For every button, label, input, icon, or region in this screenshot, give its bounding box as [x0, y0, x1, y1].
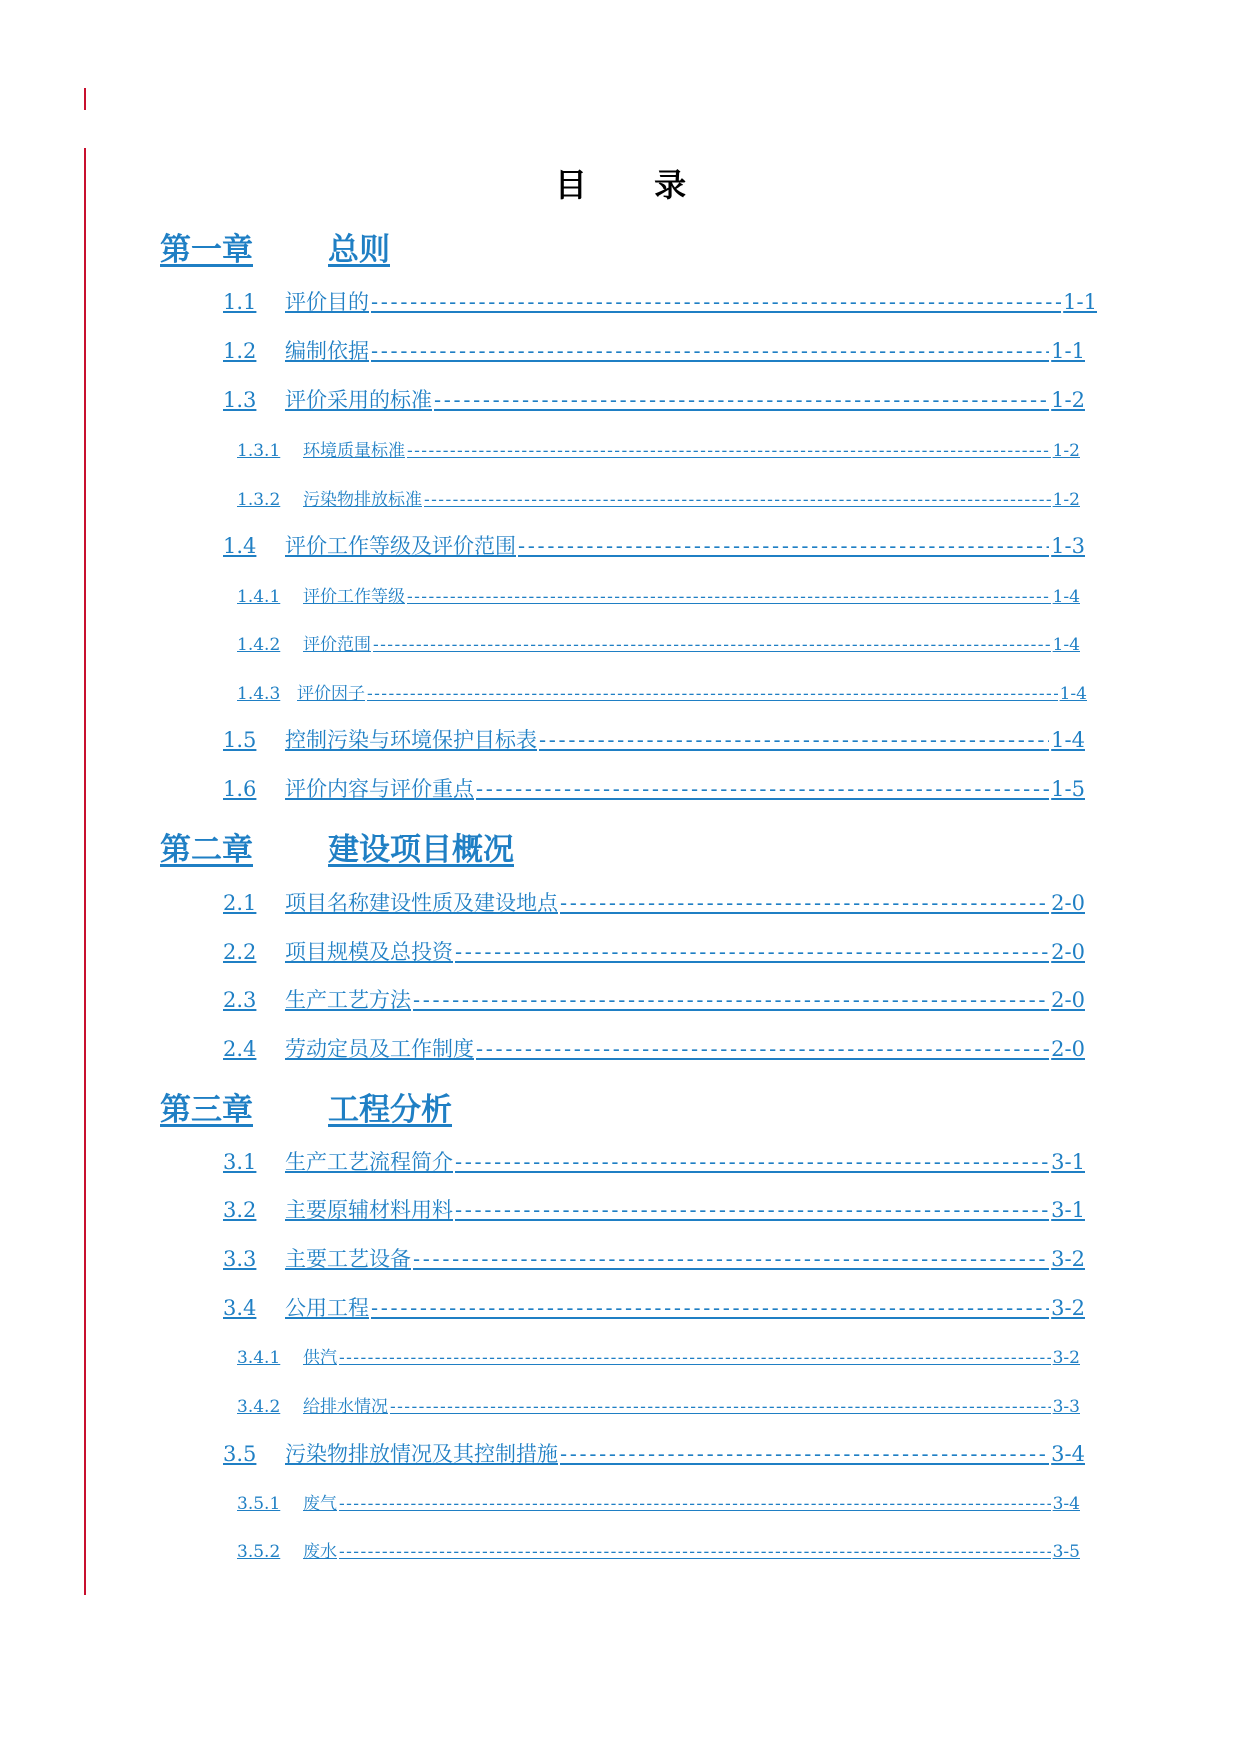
toc-entry-3-5-1[interactable] — [237, 1489, 1080, 1515]
toc-entry-2-2[interactable] — [223, 936, 1085, 966]
toc-entry-1-1[interactable] — [223, 286, 1097, 316]
dot-leader — [413, 988, 1049, 1012]
entry-number: 1.4.1 — [237, 587, 281, 607]
entry-text: 项目规模及总投资 — [285, 940, 453, 964]
entry-page: 1-1 — [1063, 290, 1097, 314]
entry-page: 3-2 — [1052, 1348, 1080, 1368]
toc-entry-1-2[interactable] — [223, 335, 1085, 365]
dot-leader — [434, 388, 1049, 412]
entry-text: 废气 — [303, 1494, 337, 1514]
chapter-2-heading[interactable] — [160, 824, 514, 868]
entry-number: 3.4.1 — [237, 1348, 281, 1368]
entry-page: 1-5 — [1051, 777, 1085, 801]
toc-entry-3-4[interactable] — [223, 1292, 1085, 1322]
entry-number: 3.4 — [223, 1296, 257, 1320]
chapter-1-heading[interactable] — [160, 224, 390, 268]
toc-entry-1-6[interactable] — [223, 773, 1085, 803]
entry-text: 污染物排放标准 — [303, 490, 422, 510]
entry-text: 评价目的 — [285, 290, 369, 314]
entry-text: 生产工艺流程简介 — [285, 1150, 453, 1174]
entry-page: 1-4 — [1052, 587, 1080, 607]
toc-entry-1-5[interactable] — [223, 724, 1085, 754]
dot-leader — [339, 1348, 1051, 1368]
toc-entry-3-4-2[interactable] — [237, 1392, 1080, 1418]
entry-text: 环境质量标准 — [303, 441, 405, 461]
dot-leader — [476, 1037, 1049, 1061]
entry-number: 1.6 — [223, 777, 257, 801]
entry-text: 主要原辅材料用料 — [285, 1198, 453, 1222]
dot-leader — [413, 1247, 1049, 1271]
dot-leader — [407, 587, 1051, 607]
entry-number: 1.5 — [223, 728, 257, 752]
entry-page: 2-0 — [1051, 988, 1085, 1012]
entry-text: 公用工程 — [285, 1296, 369, 1320]
entry-text: 生产工艺方法 — [285, 988, 411, 1012]
entry-page: 2-0 — [1051, 891, 1085, 915]
entry-number: 2.2 — [223, 940, 257, 964]
entry-page: 2-0 — [1051, 1037, 1085, 1061]
dot-leader — [560, 891, 1049, 915]
entry-page: 3-1 — [1051, 1198, 1085, 1222]
entry-page: 1-2 — [1052, 490, 1080, 510]
entry-text: 评价范围 — [303, 635, 371, 655]
entry-number: 3.5.1 — [237, 1494, 281, 1514]
toc-entry-1-3-1[interactable] — [237, 436, 1080, 462]
entry-page: 2-0 — [1051, 940, 1085, 964]
entry-page: 3-2 — [1051, 1296, 1085, 1320]
dot-leader — [407, 441, 1051, 461]
toc-entry-3-4-1[interactable] — [237, 1343, 1080, 1369]
toc-entry-1-4-1[interactable] — [237, 582, 1080, 608]
entry-text: 评价工作等级及评价范围 — [285, 534, 516, 558]
entry-text: 主要工艺设备 — [285, 1247, 411, 1271]
dot-leader — [373, 635, 1051, 655]
toc-title: 目 录 — [554, 166, 715, 204]
entry-page: 3-4 — [1052, 1494, 1080, 1514]
dot-leader — [371, 290, 1061, 314]
entry-number: 1.3.1 — [237, 441, 281, 461]
entry-page: 3-2 — [1051, 1247, 1085, 1271]
toc-entry-2-1[interactable] — [223, 887, 1085, 917]
entry-number: 2.1 — [223, 891, 257, 915]
toc-entry-3-2[interactable] — [223, 1194, 1085, 1224]
dot-leader — [455, 1198, 1049, 1222]
chapter-title: 建设项目概况 — [328, 832, 514, 868]
entry-number: 3.3 — [223, 1247, 257, 1271]
entry-text: 污染物排放情况及其控制措施 — [285, 1442, 558, 1466]
toc-entry-3-5[interactable] — [223, 1438, 1085, 1468]
toc-entry-3-1[interactable] — [223, 1146, 1085, 1176]
entry-text: 劳动定员及工作制度 — [285, 1037, 474, 1061]
entry-text: 编制依据 — [285, 339, 369, 363]
chapter-title: 工程分析 — [328, 1092, 452, 1128]
entry-text: 评价内容与评价重点 — [285, 777, 474, 801]
toc-entry-1-4[interactable] — [223, 530, 1085, 560]
toc-entry-1-3-2[interactable] — [237, 485, 1080, 511]
chapter-title: 总则 — [328, 232, 390, 268]
entry-text: 项目名称建设性质及建设地点 — [285, 891, 558, 915]
entry-page: 1-2 — [1051, 388, 1085, 412]
dot-leader — [539, 728, 1049, 752]
entry-number: 2.4 — [223, 1037, 257, 1061]
dot-leader — [371, 339, 1049, 363]
entry-text: 控制污染与环境保护目标表 — [285, 728, 537, 752]
toc-entry-2-3[interactable] — [223, 984, 1085, 1014]
entry-text: 供汽 — [303, 1348, 337, 1368]
entry-text: 评价因子 — [297, 684, 365, 704]
toc-entry-2-4[interactable] — [223, 1033, 1085, 1063]
entry-number: 1.1 — [223, 290, 257, 314]
entry-number: 3.1 — [223, 1150, 257, 1174]
entry-page: 1-2 — [1052, 441, 1080, 461]
entry-page: 3-5 — [1052, 1542, 1080, 1562]
entry-number: 1.4 — [223, 534, 257, 558]
toc-entry-3-3[interactable] — [223, 1243, 1085, 1273]
entry-page: 1-4 — [1051, 728, 1085, 752]
entry-text: 废水 — [303, 1542, 337, 1562]
entry-page: 1-4 — [1059, 684, 1087, 704]
dot-leader — [455, 1150, 1049, 1174]
entry-page: 1-4 — [1052, 635, 1080, 655]
toc-entry-1-3[interactable] — [223, 384, 1085, 414]
dot-leader — [560, 1442, 1049, 1466]
entry-text: 评价采用的标准 — [285, 388, 432, 412]
entry-text: 给排水情况 — [303, 1397, 388, 1417]
dot-leader — [518, 534, 1049, 558]
entry-page: 1-3 — [1051, 534, 1085, 558]
entry-number: 1.3.2 — [237, 490, 281, 510]
entry-text: 评价工作等级 — [303, 587, 405, 607]
chapter-number: 第一章 — [160, 232, 253, 268]
toc-entry-1-4-3[interactable] — [237, 679, 1087, 705]
dot-leader — [390, 1397, 1051, 1417]
toc-entry-1-4-2[interactable] — [237, 630, 1080, 656]
entry-page: 3-1 — [1051, 1150, 1085, 1174]
dot-leader — [424, 490, 1051, 510]
entry-number: 1.4.3 — [237, 684, 281, 704]
toc-entry-3-5-2[interactable] — [237, 1537, 1080, 1563]
margin-bar — [84, 148, 86, 1595]
dot-leader — [455, 940, 1049, 964]
entry-page: 3-3 — [1052, 1397, 1080, 1417]
chapter-3-heading[interactable] — [160, 1084, 452, 1128]
entry-number: 3.5.2 — [237, 1542, 281, 1562]
dot-leader — [371, 1296, 1049, 1320]
dot-leader — [476, 777, 1049, 801]
entry-number: 3.5 — [223, 1442, 257, 1466]
margin-bar-top — [84, 88, 86, 110]
entry-number: 1.4.2 — [237, 635, 281, 655]
entry-number: 3.4.2 — [237, 1397, 281, 1417]
entry-page: 1-1 — [1051, 339, 1085, 363]
entry-number: 1.2 — [223, 339, 257, 363]
entry-page: 3-4 — [1051, 1442, 1085, 1466]
chapter-number: 第三章 — [160, 1092, 253, 1128]
dot-leader — [339, 1494, 1051, 1514]
entry-number: 2.3 — [223, 988, 257, 1012]
dot-leader — [367, 684, 1058, 704]
dot-leader — [339, 1542, 1051, 1562]
chapter-number: 第二章 — [160, 832, 253, 868]
entry-number: 1.3 — [223, 388, 257, 412]
entry-number: 3.2 — [223, 1198, 257, 1222]
